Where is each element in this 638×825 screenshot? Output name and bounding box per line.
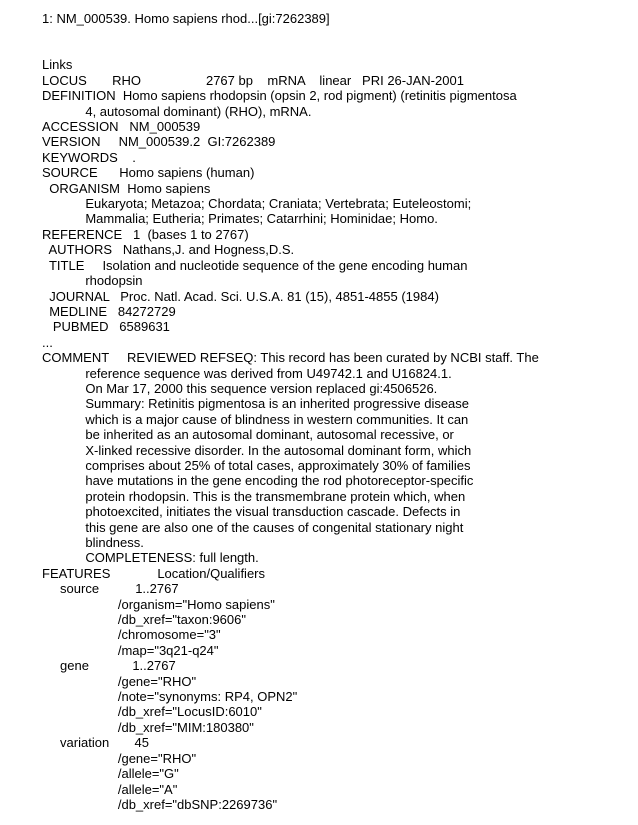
links-label[interactable]: Links	[42, 57, 73, 73]
record-line: DEFINITION Homo sapiens rhodopsin (opsin 2, rod pigment) (retinitis pigmentosa	[42, 88, 517, 104]
record-line: protein rhodopsin. This is the transmembrane protein which, when	[42, 488, 466, 504]
record-line: ACCESSION NM_000539	[42, 119, 201, 135]
record-line: be inherited as an autosomal dominant, autosomal recessive, or	[42, 427, 454, 443]
docsum-line: 1: NM_000539. Homo sapiens rhod...[gi:7262389]	[42, 11, 330, 26]
record-line: SOURCE Homo sapiens (human)	[42, 165, 255, 181]
record-line: VERSION NM_000539.2 GI:7262389	[42, 134, 276, 150]
record-line: /note="synonyms: RP4, OPN2"	[42, 689, 298, 705]
record-line: have mutations in the gene encoding the rod photoreceptor-specific	[42, 473, 474, 489]
record-line: On Mar 17, 2000 this sequence version replaced gi:4506526.	[42, 380, 438, 396]
record-line: FEATURES Location/Qualifiers	[42, 565, 265, 581]
record-line: reference sequence was derived from U49742.1 and U16824.1.	[42, 365, 452, 381]
record-line: /db_xref="MIM:180380"	[42, 719, 254, 735]
record-line: COMMENT REVIEWED REFSEQ: This record has been curated by NCBI staff. The	[42, 350, 539, 366]
record-line: MEDLINE 84272729	[42, 303, 176, 319]
record-line: KEYWORDS .	[42, 149, 136, 165]
record-line: source 1..2767	[42, 581, 179, 597]
record-line: /organism="Homo sapiens"	[42, 596, 275, 612]
record-line: rhodopsin	[42, 273, 143, 289]
record-lines-container	[42, 73, 630, 813]
record-line: /chromosome="3"	[42, 627, 221, 643]
record-line: Eukaryota; Metazoa; Chordata; Craniata; Vertebrata; Euteleostomi;	[42, 196, 472, 212]
record-line: this gene are also one of the causes of congenital stationary night	[42, 519, 464, 535]
record-line: /gene="RHO"	[42, 750, 197, 766]
record-line: /db_xref="LocusID:6010"	[42, 704, 262, 720]
record-line: blindness.	[42, 535, 144, 550]
record-line: photoexcited, initiates the visual transduction cascade. Defects in	[42, 504, 461, 520]
record-line: COMPLETENESS: full length.	[42, 550, 259, 566]
record-line: /db_xref="dbSNP:2269736"	[42, 796, 278, 812]
record-line: X-linked recessive disorder. In the autosomal dominant form, which	[42, 442, 472, 458]
record-line: JOURNAL Proc. Natl. Acad. Sci. U.S.A. 81 (15), 4851-4855 (1984)	[42, 288, 439, 304]
record-line: /allele="G"	[42, 766, 179, 782]
record-line: ...	[42, 334, 53, 350]
record-line: ORGANISM Homo sapiens	[42, 180, 211, 196]
record-line: TITLE Isolation and nucleotide sequence of the gene encoding human	[42, 257, 468, 273]
record-line: LOCUS RHO 2767 bp mRNA linear PRI 26-JAN-2001	[42, 72, 464, 88]
record-line: which is a major cause of blindness in western communities. It can	[42, 411, 469, 427]
record-line: variation 45	[42, 735, 149, 751]
record-line: comprises about 25% of total cases, approximately 30% of families	[42, 457, 471, 473]
record-line: /db_xref="taxon:9606"	[42, 612, 246, 628]
record-line: 4, autosomal dominant) (RHO), mRNA.	[42, 103, 312, 119]
record-line: /map="3q21-q24"	[42, 642, 219, 658]
record-line: AUTHORS Nathans,J. and Hogness,D.S.	[42, 242, 295, 258]
record-line: REFERENCE 1 (bases 1 to 2767)	[42, 226, 249, 242]
record-line: gene 1..2767	[42, 658, 176, 674]
record-line: Summary: Retinitis pigmentosa is an inherited progressive disease	[42, 396, 470, 412]
record-line: Mammalia; Eutheria; Primates; Catarrhini; Hominidae; Homo.	[42, 211, 438, 227]
record-line: /gene="RHO"	[42, 673, 197, 689]
record-line: PUBMED 6589631	[42, 319, 170, 335]
record-line: /allele="A"	[42, 781, 178, 797]
record-flatfile	[42, 57, 630, 812]
